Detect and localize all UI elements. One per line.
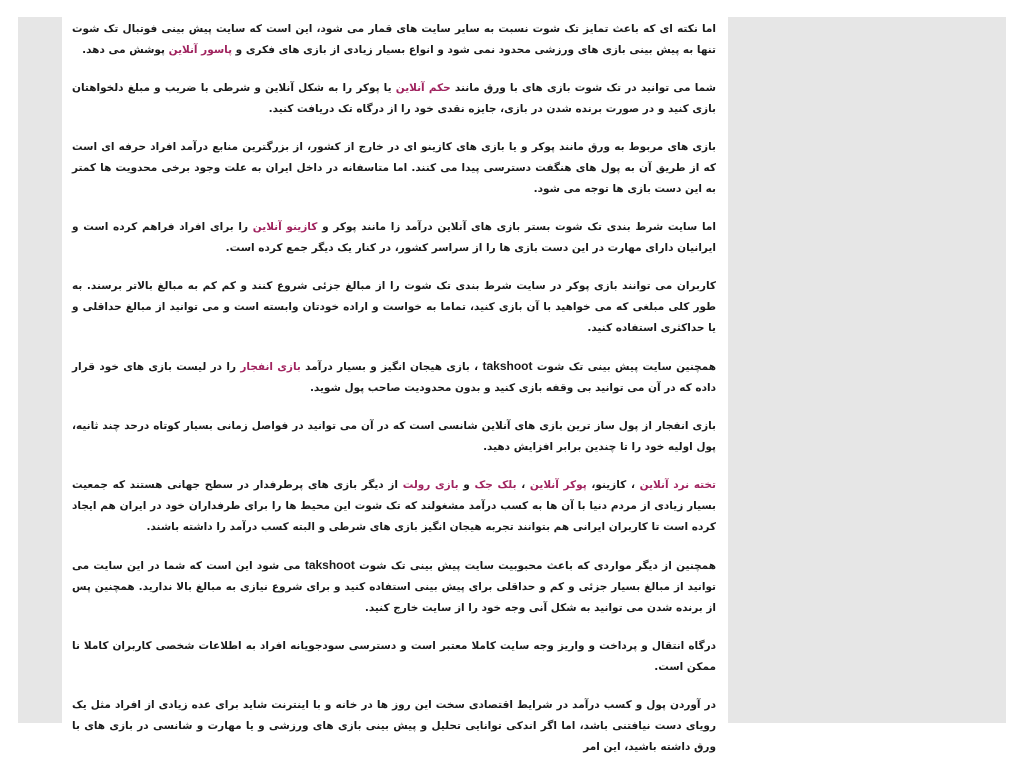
article-body — [62, 19, 728, 758]
paragraph-2 — [72, 78, 716, 120]
link-hokm-online[interactable]: حکم آنلاین — [395, 82, 451, 94]
brand-name: takshoot — [482, 359, 533, 373]
paragraph-text: شما می توانید در تک شوت بازی های با ورق مانند — [450, 82, 717, 94]
brand-name: takshoot — [304, 558, 355, 572]
paragraph-text: از دیگر بازی های پرطرفدار در سطح جهانی هستند که جمعیت بسیار زیادی از مردم دنیا با آن ها به کسب درآمد مشغولند که تک شوت این محیط ها را برای طرفداران خود در ایران هم ایجاد کرده است تا کاربران ایرانی هم بتوانند تجربه هیجان انگیز بازی های شرطی و البته کسب درآمد را داشته باشند. — [72, 479, 716, 533]
paragraph-9 — [72, 555, 716, 619]
link-roulette[interactable]: بازی رولت — [402, 479, 459, 491]
paragraph-text: را برای افراد فراهم کرده است و ایرانیان دارای مهارت در این دست بازی ها را از سراسر کشور، در کنار یک دیگر جمع کرده است. — [72, 221, 716, 254]
paragraph-text: یا پوکر را به شکل آنلاین و شرطی با ضریب و مبلغ دلخواهتان بازی کنید و در صورت برنده شدن در بازی، جایزه نقدی خود را از درگاه تک دریافت کنید. — [72, 82, 716, 115]
paragraph-text: می شود این است که شما در این سایت می توانید از مبالغ بسیار جزئی و کم و حداقلی برای پیش بینی استفاده کنید و برای شروع نیازی به مبالغ بالا ندارید. همچنین پس از برنده شدن می توانید به شکل آنی وجه خود را از سایت خارج کنید. — [72, 560, 716, 614]
paragraph-1 — [72, 19, 716, 61]
paragraph-text: درگاه انتقال و پرداخت و واریز وجه سایت کاملا معتبر است و دسترسی سودجویانه افراد به اطلاعات شخصی کاربران کاملا نا ممکن است. — [72, 640, 716, 673]
link-blackjack[interactable]: بلک جک — [474, 479, 517, 491]
link-crash-game[interactable]: بازی انفجار — [240, 361, 301, 373]
paragraph-text: همچنین از دیگر مواردی که باعث محبوبیت سایت پیش بینی تک شوت — [354, 560, 716, 572]
paragraph-10 — [72, 636, 716, 678]
link-pasur-online[interactable]: پاسور آنلاین — [168, 44, 233, 56]
paragraph-text: بازی انفجار از پول ساز ترین بازی های آنلاین شانسی است که در آن می توانید در فواصل زمانی بسیار کوتاه درحد چند ثانیه، پول اولیه خود را تا چندین برابر افزایش دهید. — [72, 420, 716, 453]
paragraph-5 — [72, 276, 716, 339]
paragraph-text: کاربران می توانند بازی پوکر در سایت شرط بندی تک شوت را از مبالغ جزئی شروع کنند و کم کم به مبالغ بالاتر برسند. به طور کلی مبلغی که می خواهید با آن بازی کنید، تماما به خواست و اراده خودتان وابسته است و می توانید از مبالغ حداقلی و یا حداکثری استفاده کنید. — [72, 280, 716, 334]
page-background — [18, 17, 1006, 753]
article-column — [62, 17, 728, 753]
link-casino-online[interactable]: کازینو آنلاین — [252, 221, 318, 233]
paragraph-text: ، — [516, 479, 530, 491]
paragraph-11 — [72, 695, 716, 758]
paragraph-6 — [72, 356, 716, 399]
paragraph-text: بازی های مربوط به ورق مانند پوکر و یا بازی های کازینو ای در خارج از کشور، از بزرگترین منابع درآمد افراد حرفه ای است که از طریق آن به پول های هنگفت دسترسی پیدا می کنند. اما متاسفانه در داخل ایران به علت وجود برخی محدویت ها کمتر به این دست بازی ها توجه می شود. — [72, 141, 716, 195]
paragraph-text: اما سایت شرط بندی تک شوت بستر بازی های آنلاین درآمد زا مانند پوکر و — [317, 221, 716, 233]
paragraph-text: ، کازینو، — [586, 479, 640, 491]
paragraph-text: همچنین سایت پیش بینی تک شوت — [532, 361, 717, 373]
paragraph-text: در آوردن پول و کسب درآمد در شرایط اقتصادی سخت این روز ها در خانه و با اینترنت شاید برای عده زیادی از افراد مثل یک رویای دست نیافتنی باشد، اما اگر اندکی توانایی تحلیل و پیش بینی بازی های ورزشی و یا مهارت و شانسی در بازی های با ورق داشته باشید، این امر — [72, 699, 716, 753]
paragraph-text: پوشش می دهد. — [82, 44, 169, 56]
link-poker-online[interactable]: پوکر آنلاین — [529, 479, 587, 491]
paragraph-7 — [72, 416, 716, 458]
paragraph-8 — [72, 475, 716, 538]
paragraph-text: ، بازی هیجان انگیز و بسیار درآمد — [300, 361, 483, 373]
paragraph-text: را در لیست بازی های خود قرار داده که در آن می توانید بی وقفه بازی کنید و بدون محدودیت صاحب پول شوید. — [72, 361, 716, 394]
paragraph-3 — [72, 137, 716, 200]
paragraph-text: و — [458, 479, 475, 491]
link-backgammon-online[interactable]: تخته نرد آنلاین — [639, 479, 716, 491]
paragraph-4 — [72, 217, 716, 259]
paragraph-text: اما نکته ای که باعث تمایز تک شوت نسبت به سایر سایت های قمار می شود، این است که سایت پیش بینی فوتبال تک شوت تنها به پیش بینی بازی های ورزشی محدود نمی شود و انواع بسیار زیادی از بازی های فکری و — [72, 23, 716, 56]
